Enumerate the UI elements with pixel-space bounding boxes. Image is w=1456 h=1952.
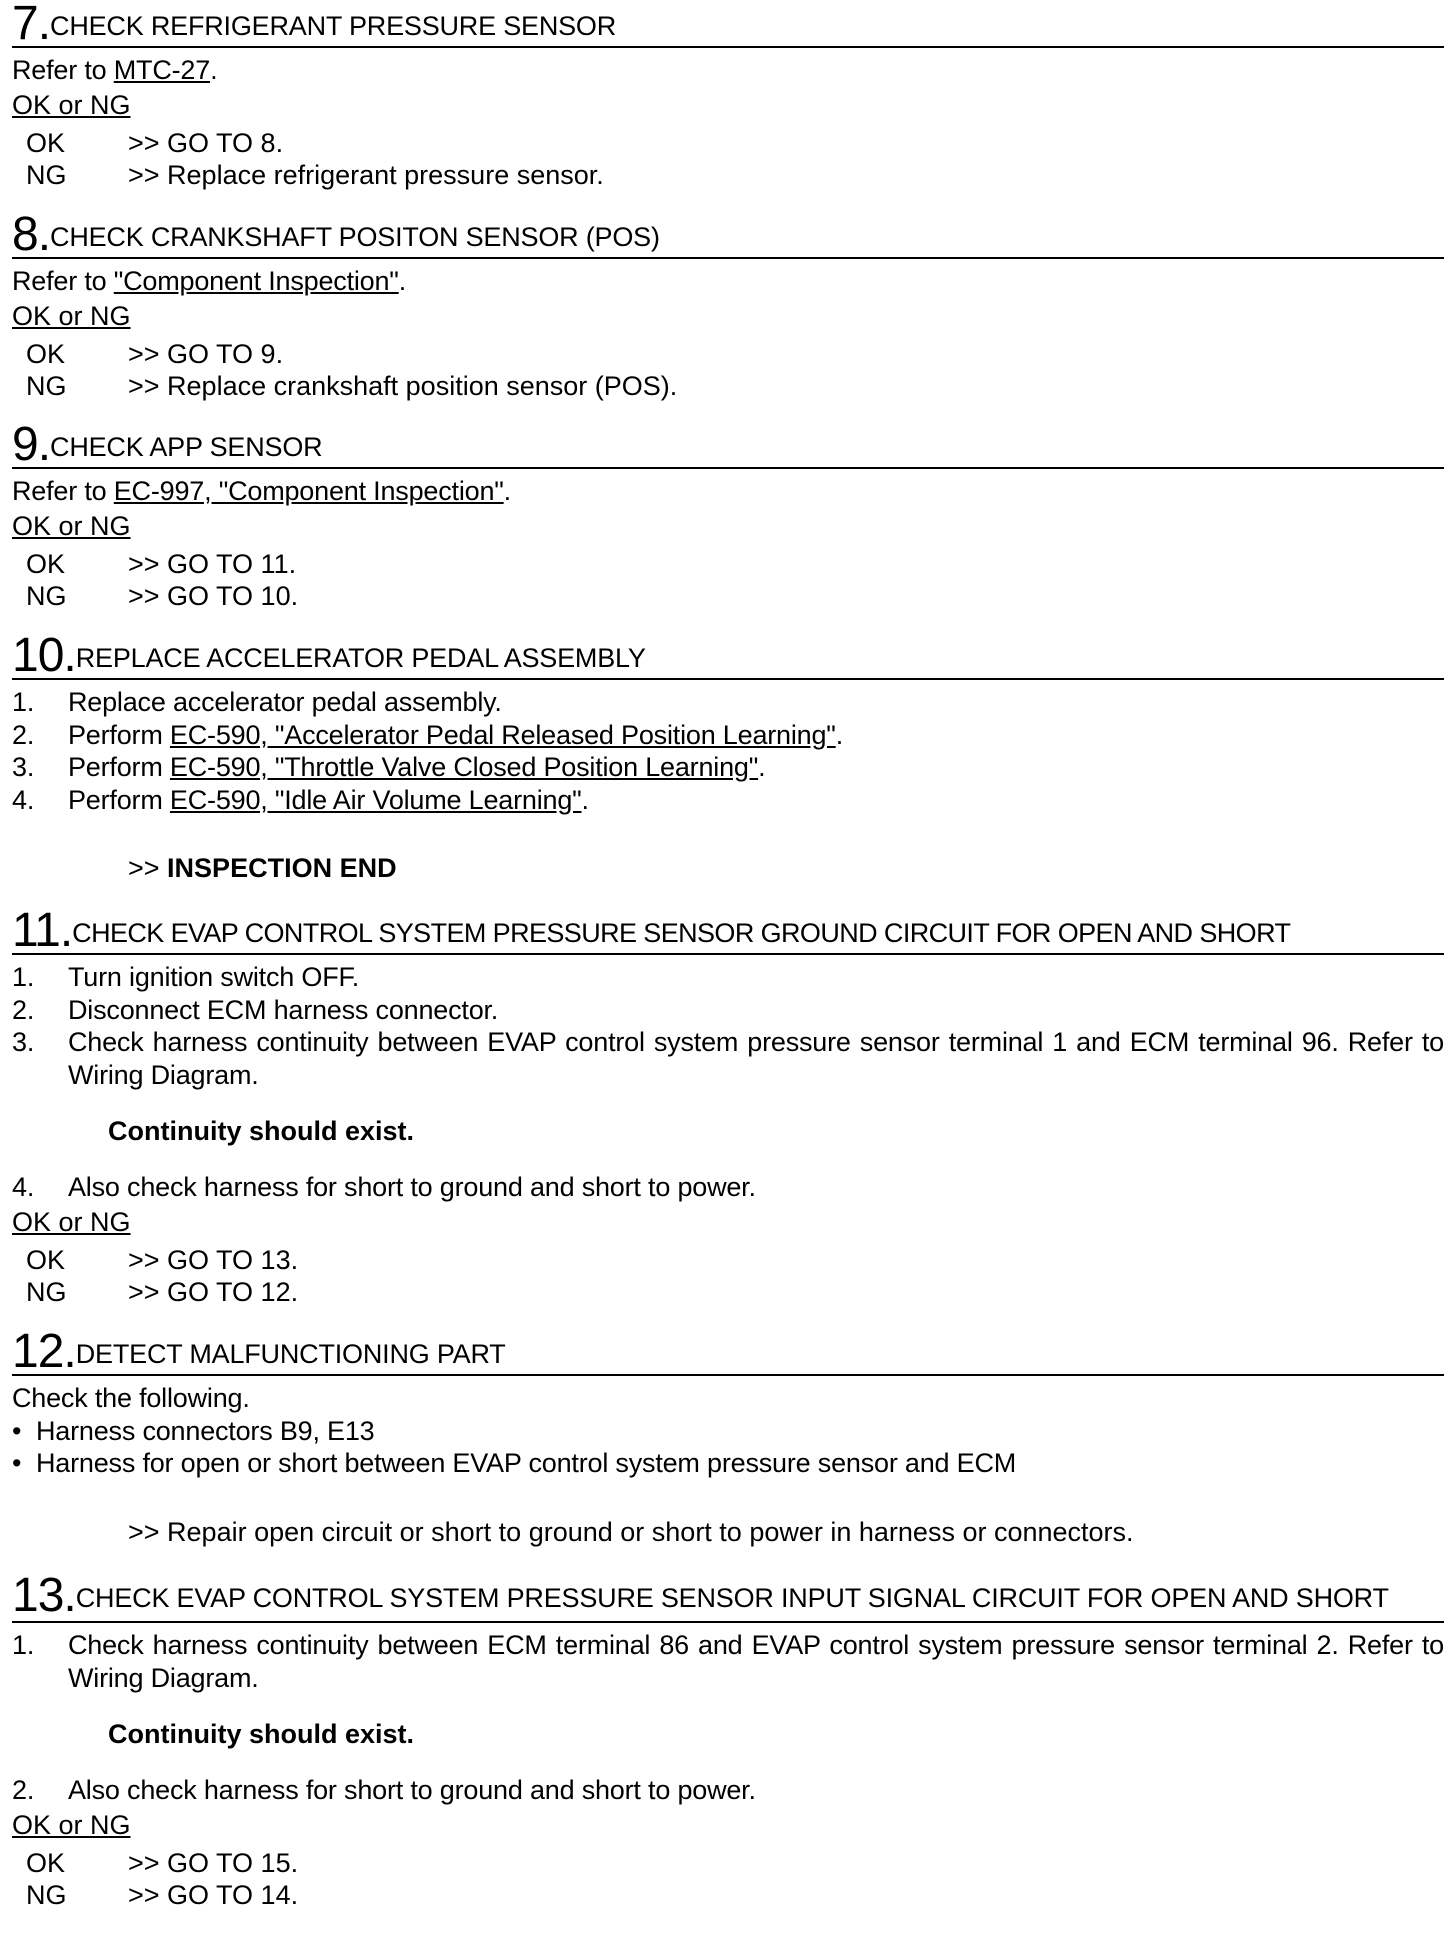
ng-action: >> Replace crankshaft position sensor (POS). — [128, 370, 678, 401]
list-item — [12, 686, 1444, 719]
step-11-list-continued — [12, 1171, 1444, 1204]
ng-action: >> Replace refrigerant pressure sensor. — [128, 159, 604, 190]
step-title: REPLACE ACCELERATOR PEDAL ASSEMBLY — [75, 643, 646, 673]
ng-label: NG — [26, 159, 67, 190]
list-item — [12, 1415, 1444, 1448]
step-13-list-continued — [12, 1774, 1444, 1807]
step-number: 9. — [12, 418, 51, 471]
item-suffix: . — [758, 752, 766, 782]
step-9-heading — [12, 418, 1444, 471]
item-suffix: . — [835, 719, 843, 750]
step-number: 13. — [12, 1569, 76, 1622]
list-item — [12, 1026, 1444, 1091]
item-text: Check harness continuity between ECM terminal 86 and EVAP control system pressure sensor terminal 2. Refer to Wiring Diagram. — [68, 1630, 1444, 1693]
step-number: 11. — [12, 904, 73, 957]
item-text: Harness for open or short between EVAP control system pressure sensor and ECM — [36, 1448, 1017, 1478]
item-text: Disconnect ECM harness connector. — [68, 994, 499, 1025]
ng-result — [12, 1276, 1444, 1308]
inspection-end — [12, 852, 1444, 884]
step-number: 12. — [12, 1325, 76, 1378]
ng-label: NG — [26, 370, 67, 401]
step-10-list — [12, 686, 1444, 816]
ng-label: NG — [26, 1879, 67, 1910]
end-prefix: >> — [128, 853, 168, 883]
refer-prefix: Refer to — [12, 55, 114, 85]
step-13-list — [12, 1629, 1444, 1694]
ok-or-ng-link[interactable]: OK or NG — [12, 1206, 131, 1237]
link-throttle-valve-learning[interactable]: EC-590, "Throttle Valve Closed Position Learning" — [169, 752, 759, 782]
repair-instruction: >> Repair open circuit or short to ground or short to power in harness or connectors. — [128, 1516, 1134, 1547]
list-item — [12, 1171, 1444, 1204]
step-11-heading — [12, 904, 1444, 957]
continuity-note: Continuity should exist. — [108, 1719, 415, 1749]
step-9 — [12, 418, 1444, 612]
step-13 — [12, 1569, 1444, 1911]
item-text: Also check harness for short to ground and short to power. — [68, 1172, 756, 1202]
ng-action: >> GO TO 12. — [128, 1276, 299, 1307]
item-number: 4. — [12, 784, 35, 815]
ok-action: >> GO TO 8. — [128, 127, 284, 158]
ok-label: OK — [26, 338, 66, 369]
continuity-note: Continuity should exist. — [108, 1116, 415, 1146]
refer-prefix: Refer to — [12, 476, 114, 506]
step-title: DETECT MALFUNCTIONING PART — [75, 1339, 506, 1369]
item-prefix: Perform — [68, 752, 170, 782]
ng-result — [12, 159, 1444, 191]
item-number: 1. — [12, 1630, 35, 1660]
ok-or-ng-link[interactable]: OK or NG — [12, 300, 131, 331]
bullet: • — [12, 1448, 22, 1478]
ng-label: NG — [26, 1276, 67, 1307]
item-number: 1. — [12, 962, 35, 992]
step-10 — [12, 629, 1444, 884]
refer-suffix: . — [503, 476, 511, 506]
step-12-heading — [12, 1325, 1444, 1378]
item-text: Also check harness for short to ground and short to power. — [68, 1775, 756, 1805]
refer-prefix: Refer to — [12, 266, 114, 296]
ok-result — [12, 548, 1444, 580]
ok-or-ng-link[interactable]: OK or NG — [12, 89, 131, 120]
link-idle-air-volume-learning[interactable]: EC-590, "Idle Air Volume Learning" — [169, 784, 582, 815]
item-suffix: . — [581, 784, 589, 815]
bullet: • — [12, 1415, 22, 1446]
step-11 — [12, 904, 1444, 1308]
step-number: 10. — [12, 629, 76, 682]
step-title: CHECK REFRIGERANT PRESSURE SENSOR — [50, 11, 617, 41]
link-accelerator-pedal-learning[interactable]: EC-590, "Accelerator Pedal Released Position Learning" — [169, 719, 836, 750]
list-item — [12, 1774, 1444, 1807]
item-prefix: Perform — [68, 784, 170, 815]
step-title: CHECK APP SENSOR — [50, 432, 323, 462]
refer-line — [12, 475, 1444, 508]
step-title: CHECK EVAP CONTROL SYSTEM PRESSURE SENSOR INPUT SIGNAL CIRCUIT FOR OPEN AND SHORT — [75, 1583, 1389, 1613]
ng-result — [12, 580, 1444, 612]
ok-result — [12, 338, 1444, 370]
step-title: CHECK CRANKSHAFT POSITON SENSOR (POS) — [50, 222, 660, 252]
step-8-heading — [12, 208, 1444, 261]
item-number: 2. — [12, 1775, 35, 1805]
refer-link-mtc-27[interactable]: MTC-27 — [113, 55, 211, 85]
list-item — [12, 1629, 1444, 1694]
list-item — [12, 961, 1444, 994]
ng-action: >> GO TO 14. — [128, 1879, 299, 1910]
step-title: CHECK EVAP CONTROL SYSTEM PRESSURE SENSOR GROUND CIRCUIT FOR OPEN AND SHORT — [72, 918, 1291, 948]
item-prefix: Perform — [68, 719, 170, 750]
ok-result — [12, 1847, 1444, 1879]
ok-label: OK — [26, 1847, 66, 1878]
item-number: 1. — [12, 687, 35, 717]
end-text: INSPECTION END — [167, 853, 397, 883]
refer-suffix: . — [210, 55, 218, 85]
step-11-list — [12, 961, 1444, 1091]
ok-label: OK — [26, 1244, 66, 1275]
item-number: 2. — [12, 719, 35, 750]
ok-result — [12, 127, 1444, 159]
ok-label: OK — [26, 548, 66, 579]
step-12 — [12, 1325, 1444, 1548]
step-10-heading — [12, 629, 1444, 682]
ok-action: >> GO TO 15. — [128, 1847, 299, 1878]
step-8 — [12, 208, 1444, 402]
item-text: Harness connectors B9, E13 — [36, 1415, 375, 1446]
list-item — [12, 719, 1444, 752]
ng-action: >> GO TO 10. — [128, 580, 299, 611]
step-number: 8. — [12, 208, 51, 261]
step-13-heading — [12, 1569, 1444, 1623]
list-item — [12, 1447, 1444, 1480]
ok-action: >> GO TO 13. — [128, 1244, 299, 1275]
step-12-bullets — [12, 1415, 1444, 1480]
refer-line — [12, 265, 1444, 298]
step-number: 7. — [12, 0, 51, 50]
list-item — [12, 994, 1444, 1027]
item-number: 2. — [12, 994, 35, 1025]
step-7 — [12, 0, 1444, 191]
step-7-heading — [12, 0, 1444, 50]
refer-link-component-inspection[interactable]: "Component Inspection" — [113, 266, 399, 296]
item-number: 4. — [12, 1172, 35, 1202]
item-text: Check harness continuity between EVAP control system pressure sensor terminal 1 and ECM terminal 96. Refer to Wiring Diagram. — [68, 1027, 1444, 1090]
ok-or-ng-link[interactable]: OK or NG — [12, 510, 131, 541]
ok-action: >> GO TO 11. — [128, 548, 297, 579]
ok-action: >> GO TO 9. — [128, 338, 284, 369]
refer-link-ec-997[interactable]: EC-997, "Component Inspection" — [113, 476, 504, 506]
item-number: 3. — [12, 752, 35, 782]
item-number: 3. — [12, 1027, 35, 1057]
ng-label: NG — [26, 580, 67, 611]
ok-or-ng-link[interactable]: OK or NG — [12, 1809, 131, 1840]
list-item — [12, 784, 1444, 817]
ok-result — [12, 1244, 1444, 1276]
list-item — [12, 751, 1444, 784]
ng-result — [12, 1879, 1444, 1911]
ng-result — [12, 370, 1444, 402]
item-text: Replace accelerator pedal assembly. — [68, 687, 502, 717]
refer-line — [12, 54, 1444, 87]
check-intro: Check the following. — [12, 1383, 250, 1413]
refer-suffix: . — [398, 266, 407, 296]
ok-label: OK — [26, 127, 66, 158]
item-text: Turn ignition switch OFF. — [68, 962, 360, 992]
